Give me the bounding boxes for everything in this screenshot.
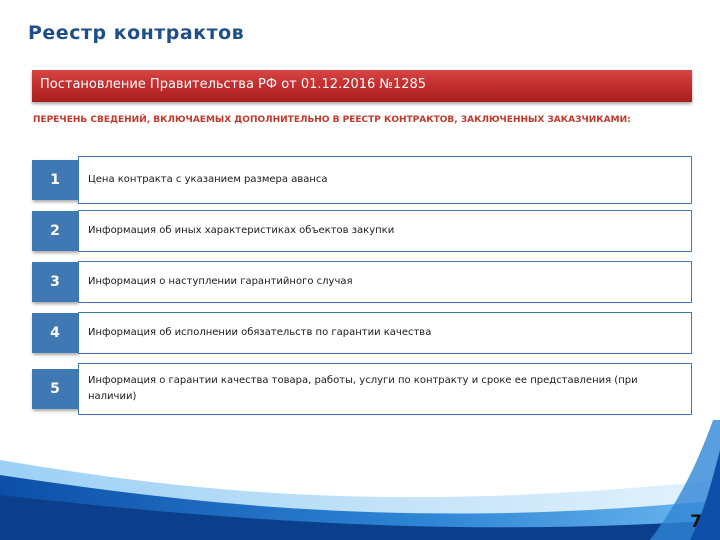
item-text: Цена контракта с указанием размера аванса xyxy=(78,156,692,204)
page-number: 7 xyxy=(690,512,702,532)
decorative-wave xyxy=(0,420,720,540)
resolution-banner xyxy=(32,70,692,102)
item-number: 2 xyxy=(32,211,78,251)
slide-title: Реестр контрактов xyxy=(28,22,245,44)
item-text: Информация об исполнении обязательств по гарантии качества xyxy=(78,312,692,354)
banner-text: Постановление Правительства РФ от 01.12.2016 №1285 xyxy=(40,77,427,92)
item-number: 1 xyxy=(32,160,78,200)
item-number: 5 xyxy=(32,369,78,409)
list-heading: ПЕРЕЧЕНЬ СВЕДЕНИЙ, ВКЛЮЧАЕМЫХ ДОПОЛНИТЕЛЬНО В РЕЕСТР КОНТРАКТОВ, ЗАКЛЮЧЕННЫХ ЗАКАЗЧИКАМИ: xyxy=(33,115,631,125)
item-text: Информация о наступлении гарантийного случая xyxy=(78,261,692,303)
item-text: Информация о гарантии качества товара, работы, услуги по контракту и сроке ее представления (при наличии) xyxy=(78,363,692,415)
item-number: 4 xyxy=(32,313,78,353)
item-number: 3 xyxy=(32,262,78,302)
item-text: Информация об иных характеристиках объектов закупки xyxy=(78,210,692,252)
